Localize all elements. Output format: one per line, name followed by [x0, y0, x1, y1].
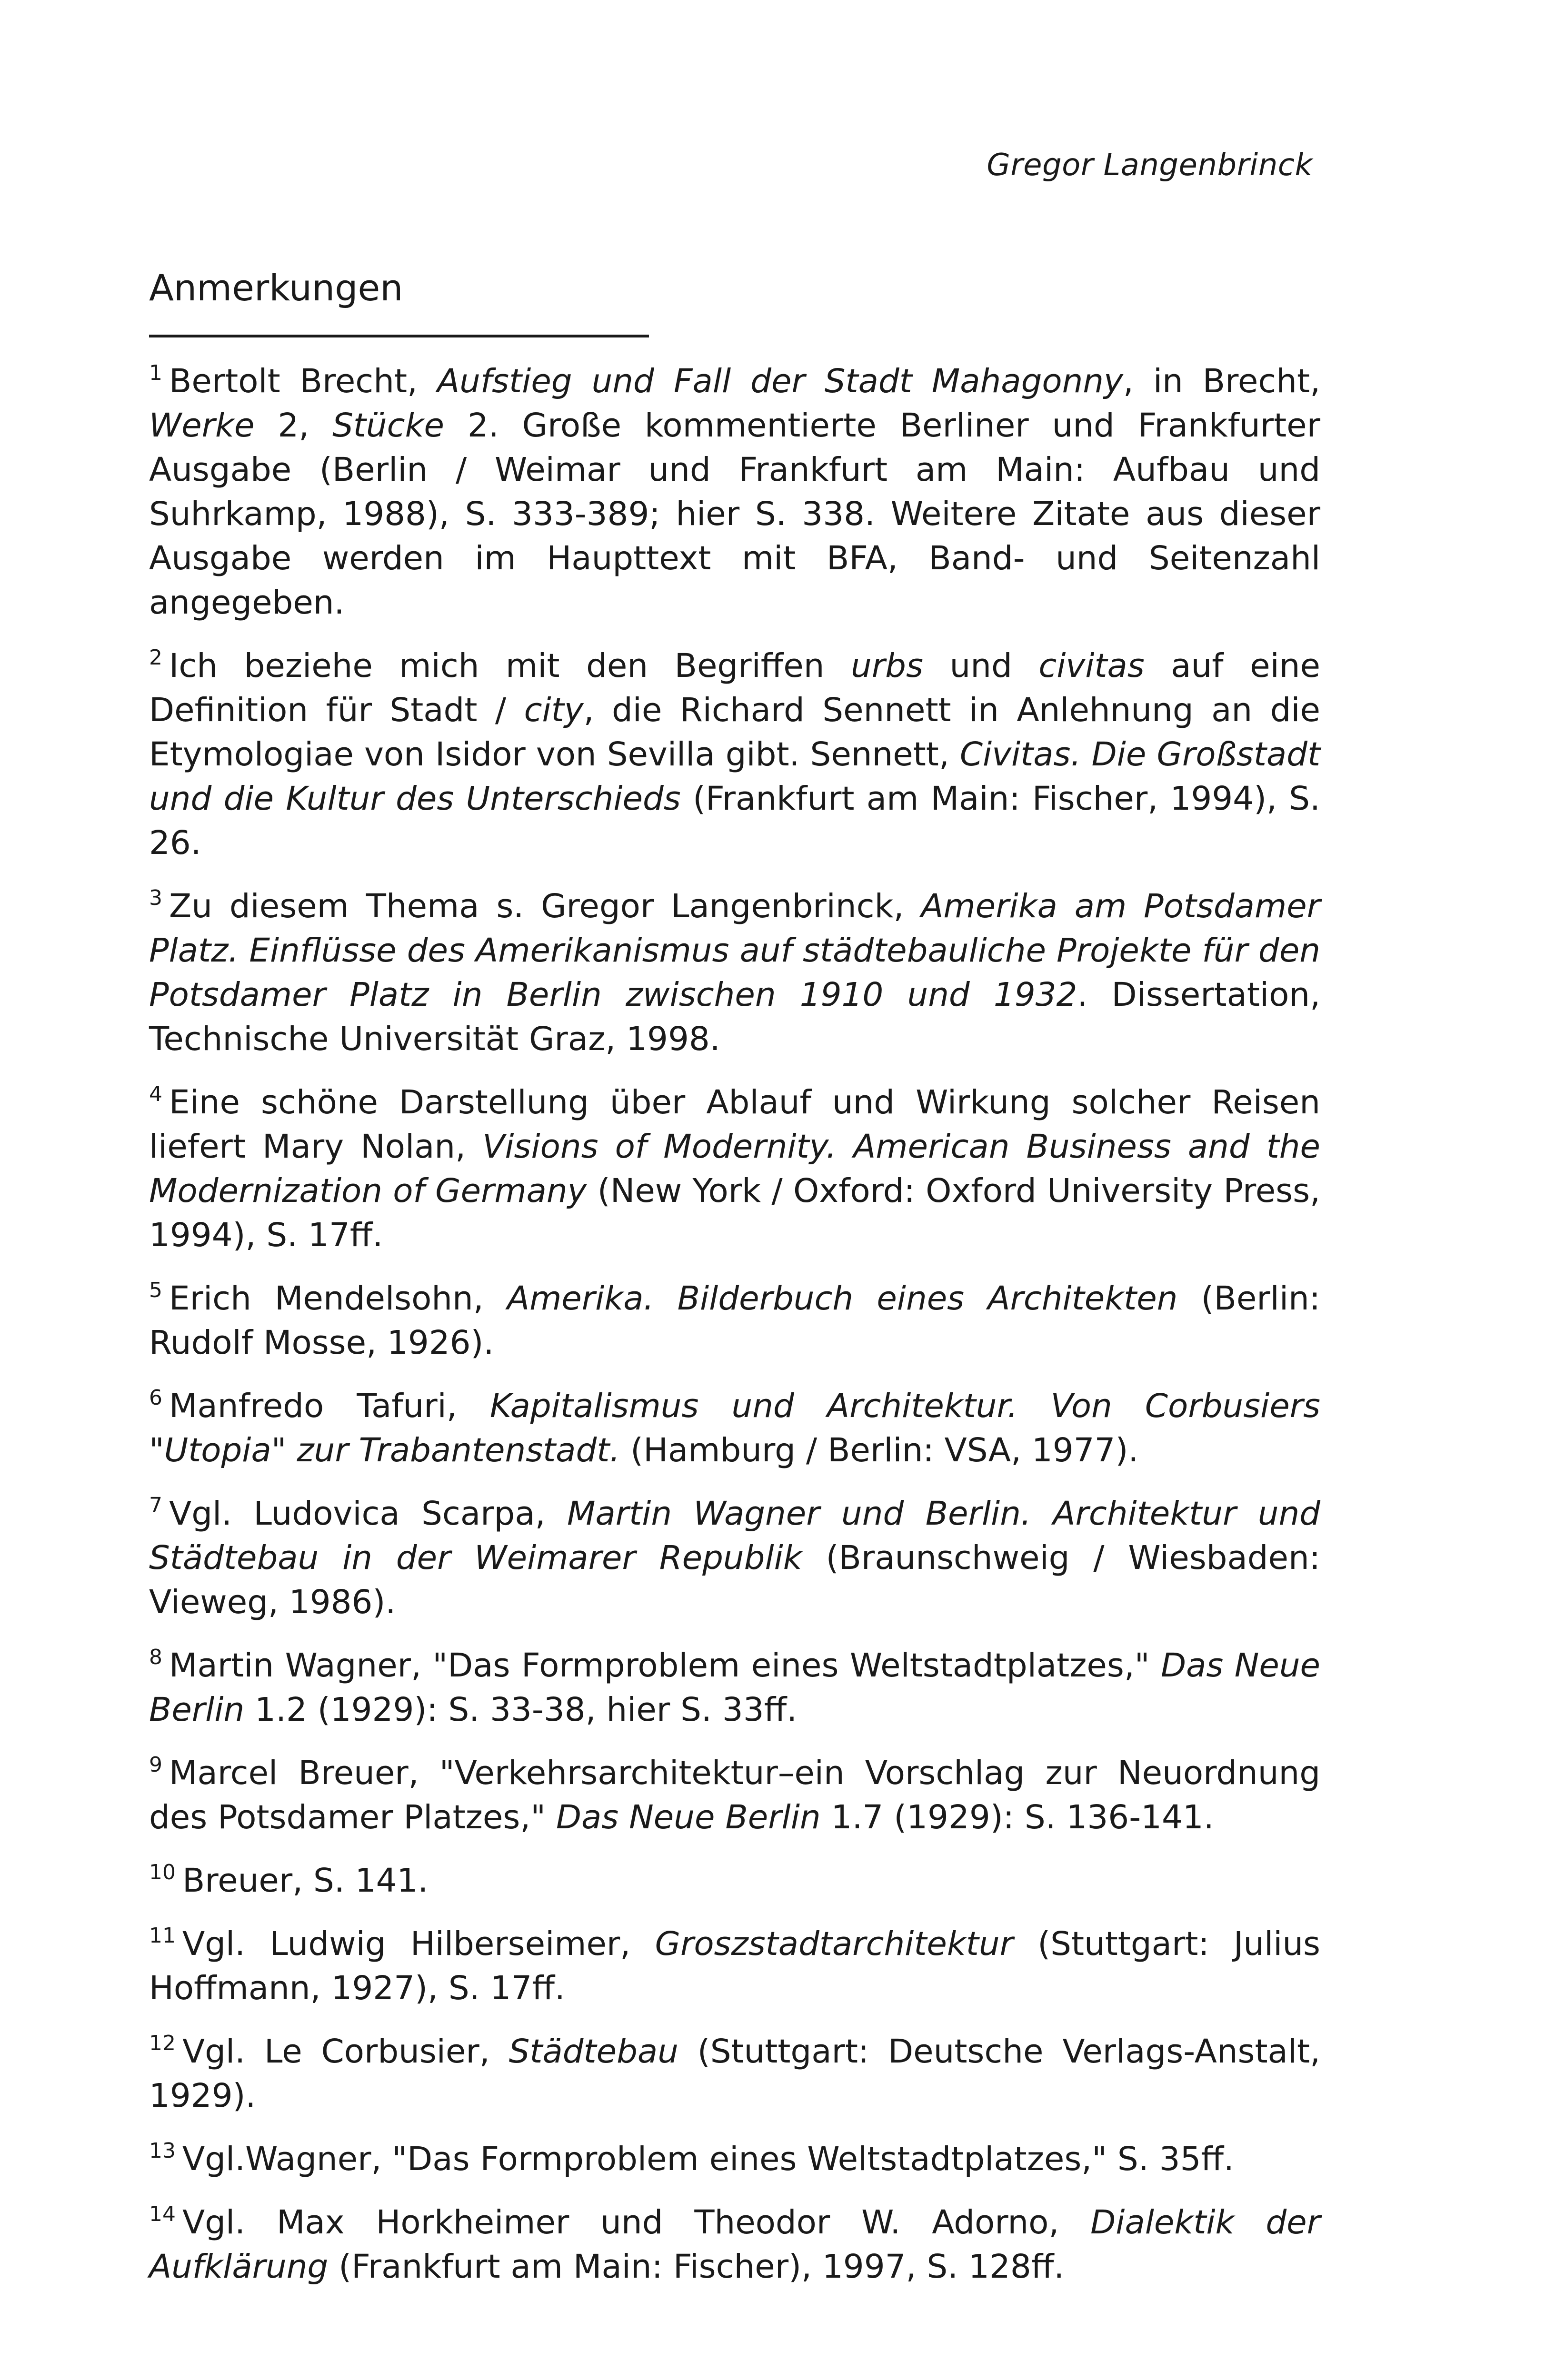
endnote	[149, 644, 1320, 865]
endnote-title-text: Kapitalismus und Architektur. Von Corbusiers "Utopia" zur Trabantenstadt.	[149, 1387, 1320, 1469]
endnote-number: 9	[149, 1753, 162, 1777]
endnote-number: 7	[149, 1493, 162, 1517]
endnote-title-text: Aufstieg und Fall der Stadt Mahagonny	[437, 362, 1123, 400]
endnote-text: , in Brecht,	[1123, 362, 1321, 400]
endnote-text: (Stuttgart: Deutsche Verlags-Anstalt, 1929).	[149, 2033, 1320, 2115]
endnote-text: Vgl. Ludwig Hilberseimer,	[182, 1925, 655, 1963]
endnote-number: 11	[149, 1924, 176, 1948]
endnote-text: 2,	[254, 407, 333, 445]
endnote	[149, 2201, 1320, 2289]
endnote-text: auf eine Definition für Stadt /	[149, 647, 1320, 729]
endnote	[149, 1277, 1320, 1365]
endnote-text: Bertolt Brecht,	[169, 362, 437, 400]
endnote-text: Martin Wagner, "Das Formproblem eines Weltstadtplatzes,"	[169, 1646, 1161, 1685]
endnote-text: Manfredo Tafuri,	[169, 1387, 490, 1425]
endnote-number: 3	[149, 886, 162, 910]
endnote-number: 8	[149, 1645, 162, 1669]
endnote	[149, 884, 1320, 1061]
endnote-text: (Stuttgart: Julius Hoffmann, 1927), S. 17ff.	[149, 1925, 1320, 2007]
endnote-text: Marcel Breuer, "Verkehrsarchitektur–ein Vorschlag zur Neuordnung des Potsdamer Platzes,"	[149, 1754, 1320, 1836]
endnote-text: . Dissertation, Technische Universität Graz, 1998.	[149, 976, 1320, 1058]
endnote-text: (Braunschweig / Wiesbaden: Vieweg, 1986).	[149, 1539, 1320, 1621]
endnote	[149, 1751, 1320, 1840]
endnote	[149, 1922, 1320, 2011]
endnote-number: 10	[149, 1860, 176, 1884]
endnote-text: (Berlin: Rudolf Mosse, 1926).	[149, 1279, 1320, 1362]
endnote	[149, 1384, 1320, 1473]
endnote-number: 5	[149, 1278, 162, 1302]
endnote-text: (Frankfurt am Main: Fischer), 1997, S. 128ff.	[328, 2248, 1065, 2286]
endnote-title-text: Werke	[149, 407, 255, 445]
endnote-number: 2	[149, 645, 162, 670]
endnote	[149, 2137, 1320, 2182]
endnote	[149, 1859, 1320, 1903]
endnote-text: , die Richard Sennett in Anlehnung an die Etymologiae von Isidor von Sevilla gibt. Sennett,	[149, 691, 1320, 774]
endnote-text: (New York / Oxford: Oxford University Press, 1994), S. 17ff.	[149, 1172, 1320, 1254]
endnote-text: Ich beziehe mich mit den Begriffen	[169, 647, 851, 685]
endnote-title-text: Stücke	[332, 407, 444, 445]
endnote-text: 1.2 (1929): S. 33-38, hier S. 33ff.	[244, 1691, 798, 1729]
endnote-number: 6	[149, 1386, 162, 1410]
endnote-title-text: Das Neue Berlin	[556, 1798, 821, 1836]
endnote-text: Eine schöne Darstellung über Ablauf und Wirkung solcher Reisen liefert Mary Nolan,	[149, 1083, 1320, 1166]
endnote-text: 2. Große kommentierte Berliner und Frankfurter Ausgabe (Berlin / Weimar und Frankfurt am Main: Aufbau und Suhrkamp, 1988), S. 333-389; hier S. 338. Weitere Zitate aus dieser Ausgabe werden im Haupttext mit BFA, Band- und Seitenzahl angegeben.	[149, 407, 1320, 622]
endnote-text: 1.7 (1929): S. 136-141.	[820, 1798, 1214, 1836]
endnote-text: Breuer, S. 141.	[182, 1862, 429, 1900]
endnote-title-text: Visions of Modernity. American Business and the Modernization of Germany	[149, 1128, 1320, 1210]
section-title: Anmerkungen	[149, 267, 403, 309]
footnote-rule	[149, 335, 649, 337]
endnote-title-text: Amerika am Potsdamer Platz. Einflüsse des Amerikanismus auf städtebauliche Projekte für den Potsdamer Platz in Berlin zwischen 1910 und 1932	[149, 887, 1320, 1014]
endnote-title-text: city	[524, 691, 584, 729]
endnote-title-text: urbs	[851, 647, 923, 685]
endnote-title-text: Civitas. Die Großstadt und die Kultur des Unterschieds	[149, 735, 1321, 818]
endnote-title-text: Martin Wagner und Berlin. Architektur und Städtebau in der Weimarer Republik	[149, 1495, 1320, 1577]
endnote-number: 12	[149, 2031, 176, 2055]
endnote-title-text: Dialektik der Aufklärung	[149, 2203, 1320, 2286]
endnote-number: 4	[149, 1082, 162, 1106]
endnote-text: (Hamburg / Berlin: VSA, 1977).	[620, 1431, 1139, 1469]
endnote	[149, 1492, 1320, 1625]
endnote-title-text: Groszstadtarchitektur	[655, 1925, 1013, 1963]
endnote-number: 1	[149, 361, 162, 385]
endnote-title-text: Amerika. Bilderbuch eines Architekten	[507, 1279, 1178, 1318]
endnote-number: 13	[149, 2139, 176, 2163]
endnote-text: Vgl. Le Corbusier,	[182, 2033, 509, 2071]
endnote-title-text: Das Neue Berlin	[149, 1646, 1321, 1729]
endnote	[149, 1644, 1320, 1732]
running-head: Gregor Langenbrinck	[987, 148, 1313, 183]
endnote-text: Vgl.Wagner, "Das Formproblem eines Weltstadtplatzes," S. 35ff.	[182, 2140, 1234, 2178]
endnote-title-text: Städtebau	[509, 2033, 678, 2071]
endnote-text: Zu diesem Thema s. Gregor Langenbrinck,	[169, 887, 921, 925]
endnote-text: und	[923, 647, 1039, 685]
endnote-text: (Frankfurt am Main: Fischer, 1994), S. 26.	[149, 780, 1320, 862]
endnote-text: Vgl. Ludovica Scarpa,	[169, 1495, 567, 1533]
endnote	[149, 1081, 1320, 1258]
endnote-text: Erich Mendelsohn,	[169, 1279, 507, 1318]
endnotes-list	[149, 359, 1320, 2308]
endnote	[149, 359, 1320, 625]
endnote-number: 14	[149, 2202, 176, 2226]
endnote-text: Vgl. Max Horkheimer und Theodor W. Adorno,	[182, 2203, 1091, 2241]
endnote-title-text: civitas	[1038, 647, 1145, 685]
endnote	[149, 2030, 1320, 2118]
